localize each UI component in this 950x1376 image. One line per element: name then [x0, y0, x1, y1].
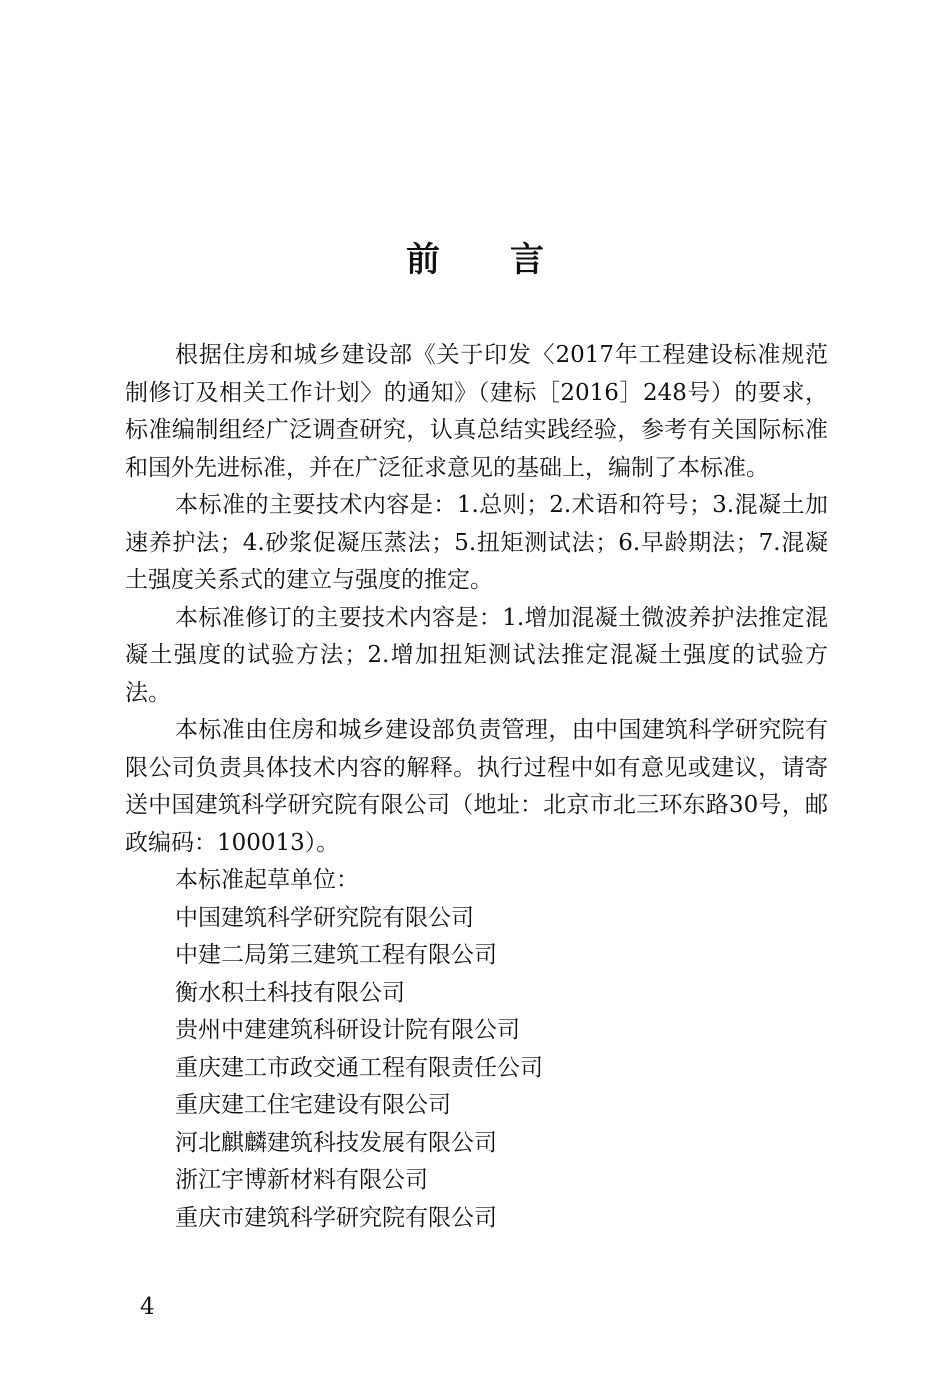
paragraph-revision-content: 本标准修订的主要技术内容是：1.增加混凝土微波养护法推定混凝土强度的试验方法；2.增加扭矩测试法推定混凝土强度的试验方法。 — [125, 604, 828, 706]
drafting-unit: 河北麒麟建筑科技发展有限公司 — [175, 1129, 497, 1156]
page-title: 前言 — [406, 240, 614, 280]
drafting-unit: 浙江宇博新材料有限公司 — [175, 1167, 428, 1193]
drafting-unit: 贵州中建建筑科研设计院有限公司 — [175, 1017, 520, 1043]
page-number: 4 — [140, 1294, 155, 1320]
drafting-unit: 中建二局第三建筑工程有限公司 — [175, 942, 497, 968]
drafting-unit: 衡水积土科技有限公司 — [175, 979, 405, 1006]
paragraph-management: 本标准由住房和城乡建设部负责管理，由中国建筑科学研究院有限公司负责具体技术内容的解释。执行过程中如有意见或建议，请寄送中国建筑科学研究院有限公司（地址：北京市北三环东路30号，邮政编码：100013）。 — [125, 717, 828, 856]
paragraph-main-content: 本标准的主要技术内容是：1.总则；2.术语和符号；3.混凝土加速养护法；4.砂浆促凝压蒸法；5.扭矩测试法；6.早龄期法；7.混凝土强度关系式的建立与强度的推定。 — [125, 492, 828, 593]
drafting-unit: 重庆市建筑科学研究院有限公司 — [175, 1204, 497, 1231]
units-heading: 本标准起草单位： — [175, 867, 359, 893]
drafting-unit: 重庆建工住宅建设有限公司 — [175, 1092, 451, 1118]
paragraph-basis: 根据住房和城乡建设部《关于印发〈2017年工程建设标准规范制修订及相关工作计划〉的通知》（建标［2016］248号）的要求，标准编制组经广泛调查研究，认真总结实践经验，参考有关国际标准和国外先进标准，并在广泛征求意见的基础上，编制了本标准。 — [125, 342, 828, 481]
drafting-unit: 重庆建工市政交通工程有限责任公司 — [175, 1054, 543, 1081]
drafting-unit: 中国建筑科学研究院有限公司 — [175, 904, 474, 931]
preface-body — [125, 337, 828, 1237]
